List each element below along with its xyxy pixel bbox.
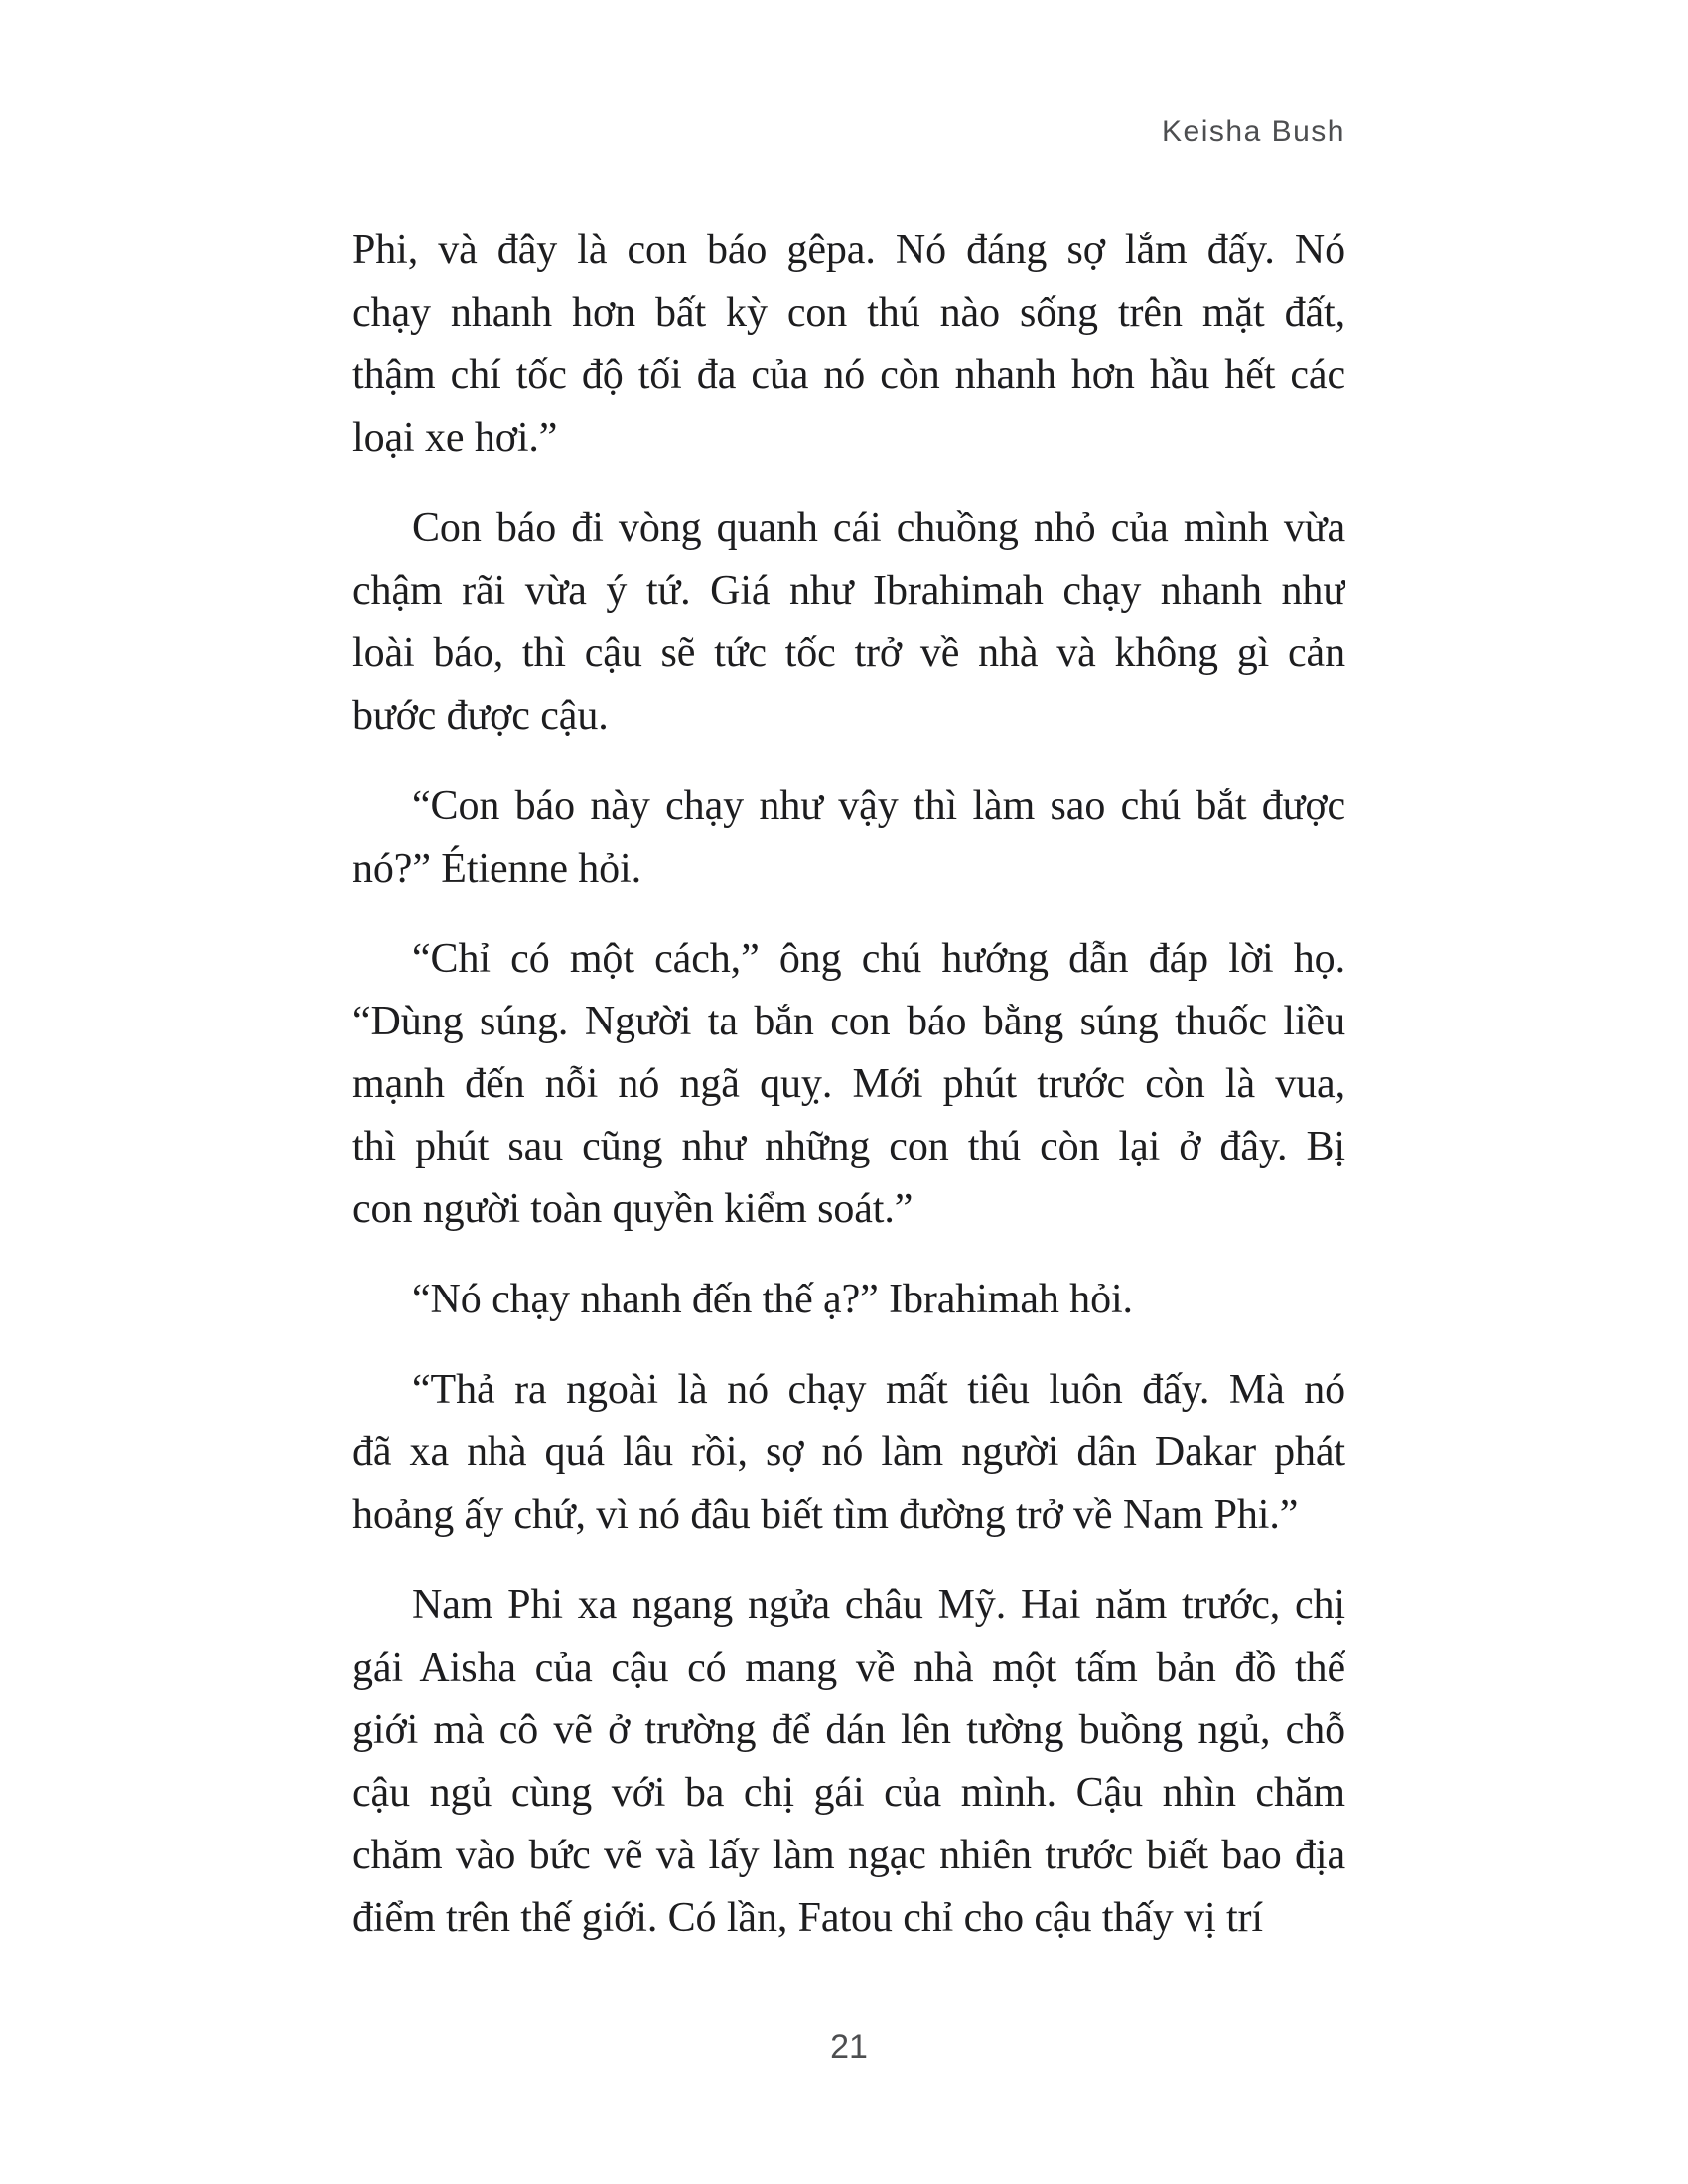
running-header-author: Keisha Bush bbox=[1162, 115, 1345, 148]
text-line: loại xe hơi.” bbox=[352, 415, 558, 461]
body-text bbox=[352, 219, 1345, 1950]
paragraph bbox=[352, 775, 1345, 900]
paragraph bbox=[352, 1269, 1345, 1331]
page-number: 21 bbox=[830, 2028, 868, 2066]
text-line: chạy nhanh hơn bất kỳ con thú nào sống trên mặt đất, bbox=[352, 290, 1345, 336]
text-line: chăm vào bức vẽ và lấy làm ngạc nhiên trước biết bao địa bbox=[352, 1833, 1345, 1878]
paragraph bbox=[352, 219, 1345, 470]
paragraph bbox=[352, 928, 1345, 1241]
paragraph bbox=[352, 1359, 1345, 1547]
text-line: gái Aisha của cậu có mang về nhà một tấm bản đồ thế bbox=[352, 1645, 1345, 1691]
text-line: con người toàn quyền kiểm soát.” bbox=[352, 1186, 914, 1232]
text-line: thì phút sau cũng như những con thú còn lại ở đây. Bị bbox=[352, 1124, 1345, 1169]
text-line: “Thả ra ngoài là nó chạy mất tiêu luôn đấy. Mà nó bbox=[412, 1367, 1345, 1413]
text-line: đã xa nhà quá lâu rồi, sợ nó làm người dân Dakar phát bbox=[352, 1430, 1345, 1475]
text-line: giới mà cô vẽ ở trường để dán lên tường buồng ngủ, chỗ bbox=[352, 1707, 1345, 1753]
text-line: điểm trên thế giới. Có lần, Fatou chỉ cho cậu thấy vị trí bbox=[352, 1895, 1263, 1941]
text-line: hoảng ấy chứ, vì nó đâu biết tìm đường trở về Nam Phi.” bbox=[352, 1492, 1299, 1538]
text-line: “Dùng súng. Người ta bắn con báo bằng súng thuốc liều bbox=[352, 999, 1345, 1044]
paragraph bbox=[352, 497, 1345, 748]
text-line: bước được cậu. bbox=[352, 693, 609, 739]
text-line: Con báo đi vòng quanh cái chuồng nhỏ của mình vừa bbox=[412, 505, 1345, 551]
text-line: mạnh đến nỗi nó ngã quỵ. Mới phút trước còn là vua, bbox=[352, 1061, 1345, 1107]
text-line: chậm rãi vừa ý tứ. Giá như Ibrahimah chạy nhanh như bbox=[352, 568, 1345, 614]
text-line: cậu ngủ cùng với ba chị gái của mình. Cậu nhìn chăm bbox=[352, 1770, 1345, 1816]
text-line: thậm chí tốc độ tối đa của nó còn nhanh hơn hầu hết các bbox=[352, 352, 1345, 398]
text-line: nó?” Étienne hỏi. bbox=[352, 846, 642, 891]
text-line: Phi, và đây là con báo gêpa. Nó đáng sợ lắm đấy. Nó bbox=[352, 227, 1345, 273]
text-line: “Con báo này chạy như vậy thì làm sao chú bắt được bbox=[412, 783, 1345, 829]
text-line: “Chỉ có một cách,” ông chú hướng dẫn đáp lời họ. bbox=[412, 936, 1345, 982]
paragraph bbox=[352, 1574, 1345, 1950]
text-line: loài báo, thì cậu sẽ tức tốc trở về nhà và không gì cản bbox=[352, 630, 1345, 676]
text-line: “Nó chạy nhanh đến thế ạ?” Ibrahimah hỏi. bbox=[412, 1277, 1133, 1322]
text-line: Nam Phi xa ngang ngửa châu Mỹ. Hai năm trước, chị bbox=[412, 1582, 1345, 1628]
